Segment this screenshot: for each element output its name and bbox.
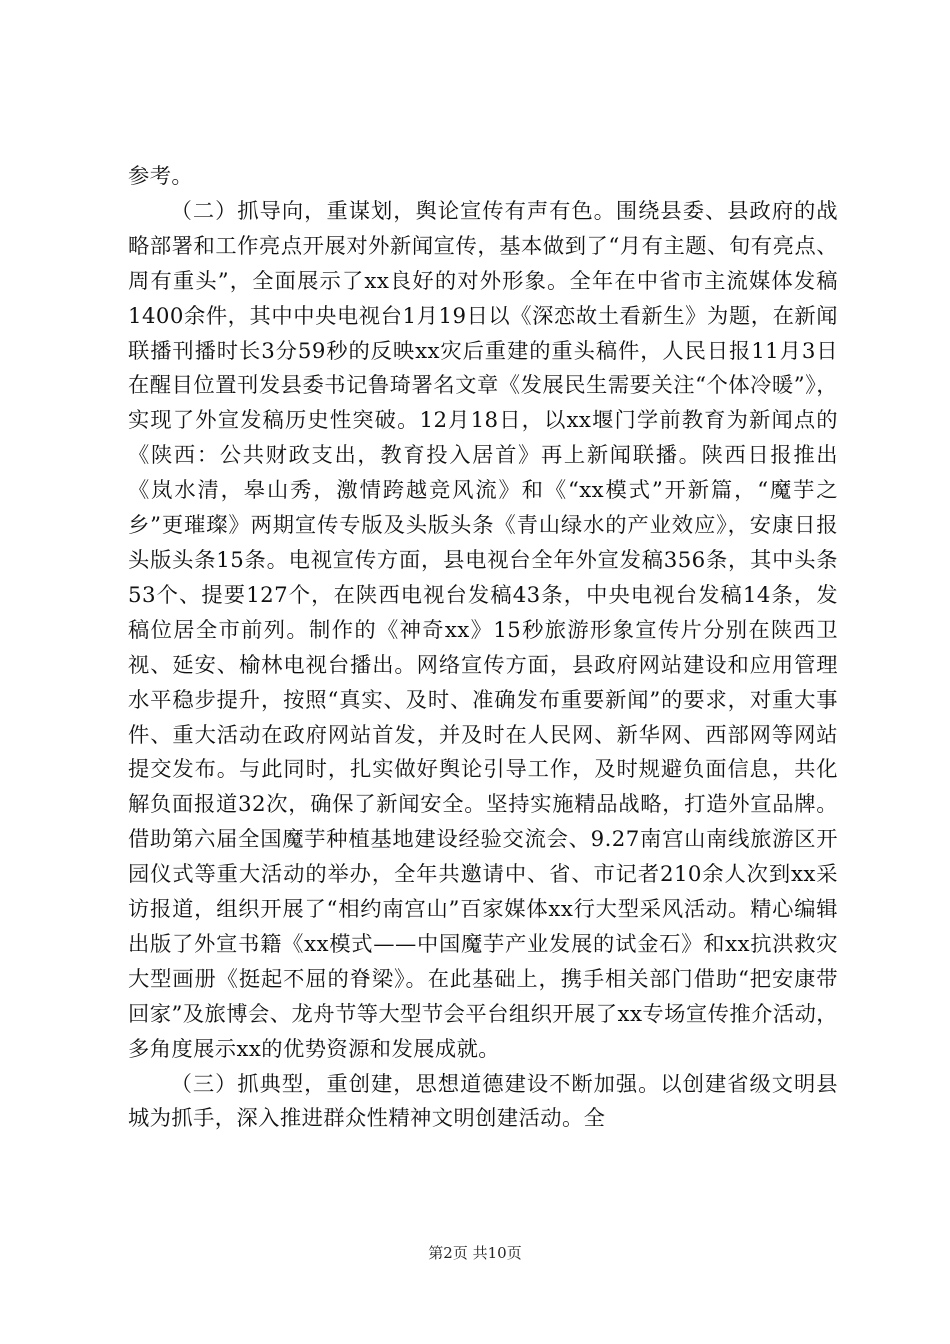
paragraph-section-2: （二）抓导向，重谋划，舆论宣传有声有色。围绕县委、县政府的战略部署和工作亮点开展对外新闻宣传，基本做到了“月有主题、旬有亮点、周有重头”，全面展示了xx良好的对外形象。全年在中省市主流媒体发稿1400余件，其中中央电视台1月19日以《深恋故土看新生》为题，在新闻联播刊播时长3分59秒的反映xx灾后重建的重头稿件，人民日报11月3日在醒目位置刊发县委书记鲁琦署名文章《发展民生需要关注“个体冷暖”》，实现了外宣发稿历史性突破。12月18日，以xx堰门学前教育为新闻点的《陕西：公共财政支出，教育投入居首》再上新闻联播。陕西日报推出《岚水清，皋山秀，激情跨越竞风流》和《“xx模式”开新篇，“魔芋之乡”更璀璨》两期宣传专版及头版头条《青山绿水的产业效应》，安康日报头版头条15条。电视宣传方面，县电视台全年外宣发稿356条，其中头条53个、提要127个，在陕西电视台发稿43条，中央电视台发稿14条，发稿位居全市前列。制作的《神奇xx》15秒旅游形象宣传片分别在陕西卫视、延安、榆林电视台播出。网络宣传方面，县政府网站建设和应用管理水平稳步提升，按照“真实、及时、准确发布重要新闻”的要求，对重大事件、重大活动在政府网站首发，并及时在人民网、新华网、西部网等网站提交发布。与此同时，扎实做好舆论引导工作，及时规避负面信息，共化解负面报道32次，确保了新闻安全。坚持实施精品战略，打造外宣品牌。借助第六届全国魔芋种植基地建设经验交流会、9.27南宫山南线旅游区开园仪式等重大活动的举办，全年共邀请中、省、市记者210余人次到xx采访报道，组织开展了“相约南宫山”百家媒体xx行大型采风活动。精心编辑出版了外宣书籍《xx模式——中国魔芋产业发展的试金石》和xx抗洪救灾大型画册《挺起不屈的脊梁》。在此基础上，携手相关部门借助“把安康带回家”及旅博会、龙舟节等大型节会平台组织开展了xx专场宣传推介活动，多角度展示xx的优势资源和发展成就。 bbox=[128, 198, 838, 1062]
paragraph-section-3: （三）抓典型，重创建，思想道德建设不断加强。以创建省级文明县城为抓手，深入推进群众性精神文明创建活动。全 bbox=[128, 1071, 838, 1132]
page-number-footer: 第2页 共10页 bbox=[428, 1244, 522, 1262]
paragraph-continuation: 参考。 bbox=[128, 164, 194, 189]
document-body bbox=[128, 160, 838, 1137]
